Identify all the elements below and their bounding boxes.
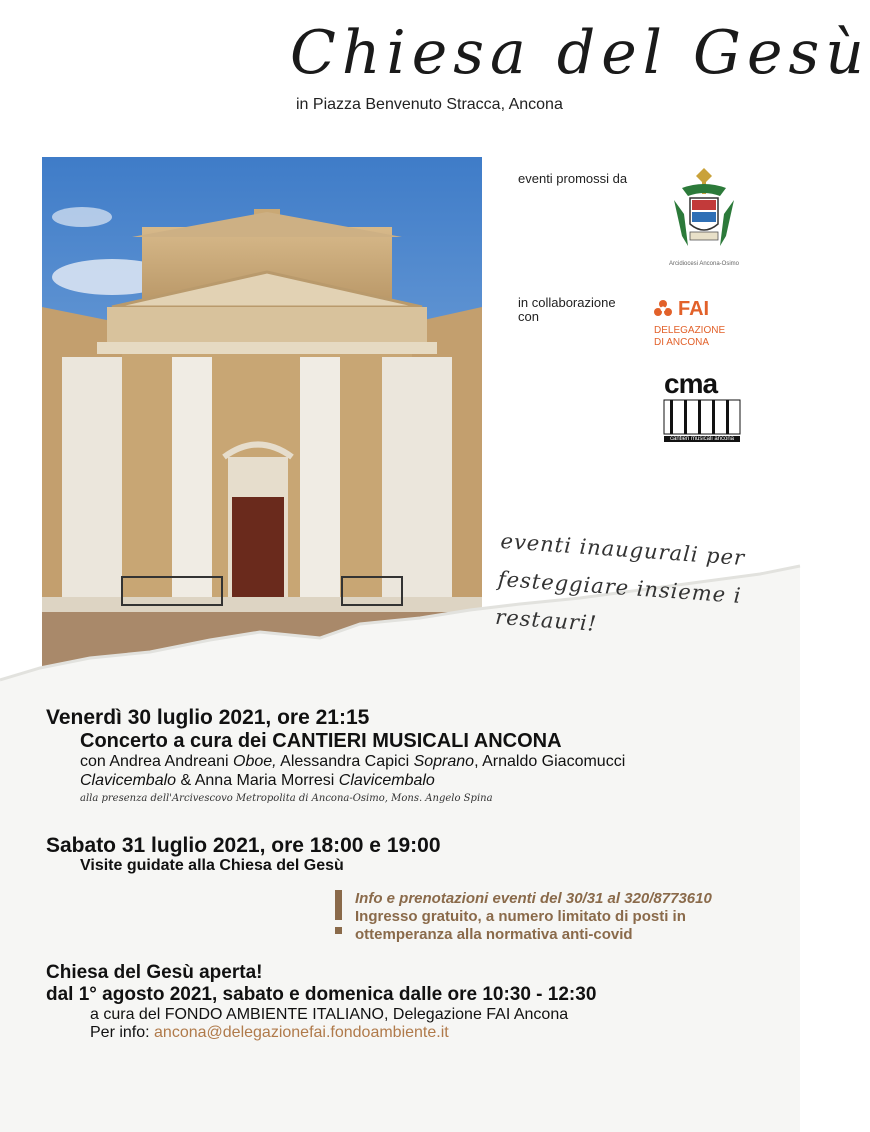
page-title: Chiesa del Gesù [290,18,870,88]
diocese-caption: Arcidiocesi Ancona-Osimo [668,261,740,267]
info-block [355,890,712,944]
diocese-coat-of-arms [668,166,740,270]
instrument-harpsichord-2: Clavicembalo [338,772,435,789]
event3-dates: dal 1° agosto 2021, sabato e domenica dalle ore 10:30 - 12:30 [46,984,597,1005]
event1-performers-line2 [80,771,435,790]
fai-delegation-line2: DI ANCONA [654,337,710,348]
event1-title-ensemble: CANTIERI MUSICALI ANCONA [272,730,562,752]
event3-info-label: Per info: [90,1024,155,1041]
fai-name: FAI [678,298,710,320]
cma-caption: cantieri musicali ancona [664,436,740,442]
fai-flower-icon [654,300,672,318]
collaboration-label [518,296,616,324]
event3-organizer: a cura del FONDO AMBIENTE ITALIANO, Delegazione FAI Ancona [90,1006,569,1023]
event1-title [80,730,562,753]
event1-note: alla presenza dell'Arcivescovo Metropolita di Ancona-Osimo, Mons. Angelo Spina [80,793,493,804]
info-line2: Ingresso gratuito, a numero limitato di posti in [355,908,686,925]
piano-keys-icon [664,400,740,434]
performer-2: Alessandra Capici [276,753,414,770]
instrument-soprano: Soprano [413,753,475,770]
event2-date: Sabato 31 luglio 2021, ore 18:00 e 19:00 [46,834,441,857]
performer-1: con Andrea Andreani [80,753,234,770]
info-exclamation-icon [335,890,342,920]
event2-title: Visite guidate alla Chiesa del Gesù [80,857,344,874]
info-line1: Info e prenotazioni eventi del 30/31 al 320/8773610 [355,890,712,907]
event3-email-link[interactable]: ancona@delegazionefai.fondoambiente.it [154,1024,449,1041]
instrument-oboe: Oboe, [233,753,277,770]
performer-3: , Arnaldo Giacomucci [474,753,626,770]
cma-logo [664,368,740,448]
cma-name: cma [664,368,718,399]
collaboration-label-line2: con [518,309,539,324]
instrument-harpsichord-1: Clavicembalo [80,772,177,789]
event3-heading: Chiesa del Gesù aperta! [46,962,263,983]
performer-4: & Anna Maria Morresi [176,772,339,789]
fai-delegation [654,325,725,349]
collaboration-label-line1: in collaborazione [518,295,616,310]
tagline: eventi inaugurali per festeggiare insieme i restauri! [494,528,746,636]
event1-date: Venerdì 30 luglio 2021, ore 21:15 [46,706,370,729]
info-exclamation-dot [335,927,342,934]
event1-title-prefix: Concerto a cura dei [80,730,273,752]
coat-of-arms-icon [668,166,740,254]
fai-delegation-line1: DELEGAZIONE [654,325,726,336]
event3-info [90,1023,449,1042]
page-subtitle: in Piazza Benvenuto Stracca, Ancona [296,96,563,113]
promoted-by-label: eventi promossi da [518,171,628,186]
info-line3: ottemperanza alla normativa anti-covid [355,926,633,943]
event1-performers-line1 [80,752,625,771]
